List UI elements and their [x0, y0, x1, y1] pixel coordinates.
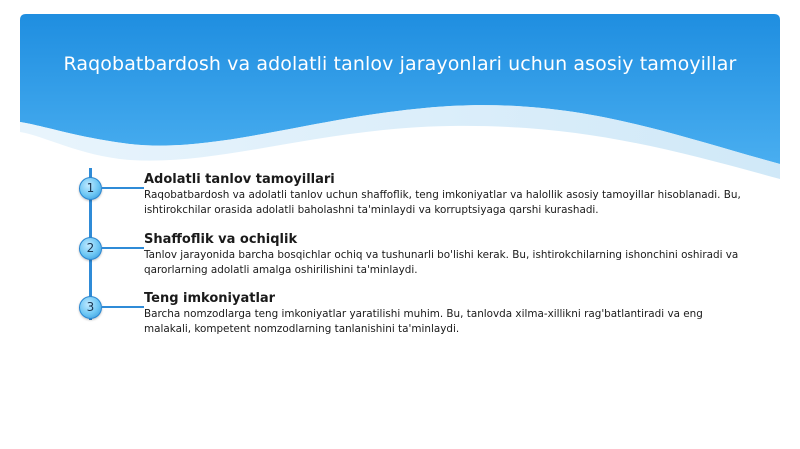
step-number-2: 2 — [79, 237, 102, 260]
item-text-2: Tanlov jarayonida barcha bosqichlar ochiq va tushunarli bo'lishi kerak. Bu, ishtirokchilarning ishonchini oshiradi va qarorlarning adolatli amalga oshirilishini ta'minlaydi. — [144, 249, 739, 276]
item-text-1: Raqobatbardosh va adolatli tanlov uchun shaffoflik, teng imkoniyatlar va halollik asosiy tamoyillar hisoblanadi. Bu, ishtirokchilar orasida adolatli baholashni ta'minlaydi va korruptsiyaga qarshi kurashadi. — [144, 189, 741, 216]
item-text-3: Barcha nomzodlarga teng imkoniyatlar yaratilishi muhim. Bu, tanlovda xilma-xillikni rag'batlantiradi va eng malakali, kompetent nomzodlarning tanlanishini ta'minlaydi. — [144, 308, 703, 335]
item-heading-2: Shaffoflik va ochiqlik — [144, 232, 298, 247]
item-heading-1: Adolatli tanlov tamoyillari — [144, 172, 335, 187]
list-item-2 — [144, 231, 749, 278]
item-heading-3: Teng imkoniyatlar — [144, 291, 276, 306]
step-number-3: 3 — [79, 296, 102, 319]
header-banner — [20, 14, 780, 184]
step-connector-3 — [102, 306, 144, 308]
step-number-1: 1 — [79, 177, 102, 200]
step-connector-2 — [102, 247, 144, 249]
list-item-1 — [144, 171, 749, 218]
wave-background — [20, 14, 780, 184]
list-item-3 — [144, 290, 749, 337]
slide-title: Raqobatbardosh va adolatli tanlov jarayonlari uchun asosiy tamoyillar — [63, 53, 737, 75]
step-connector-1 — [102, 187, 144, 189]
